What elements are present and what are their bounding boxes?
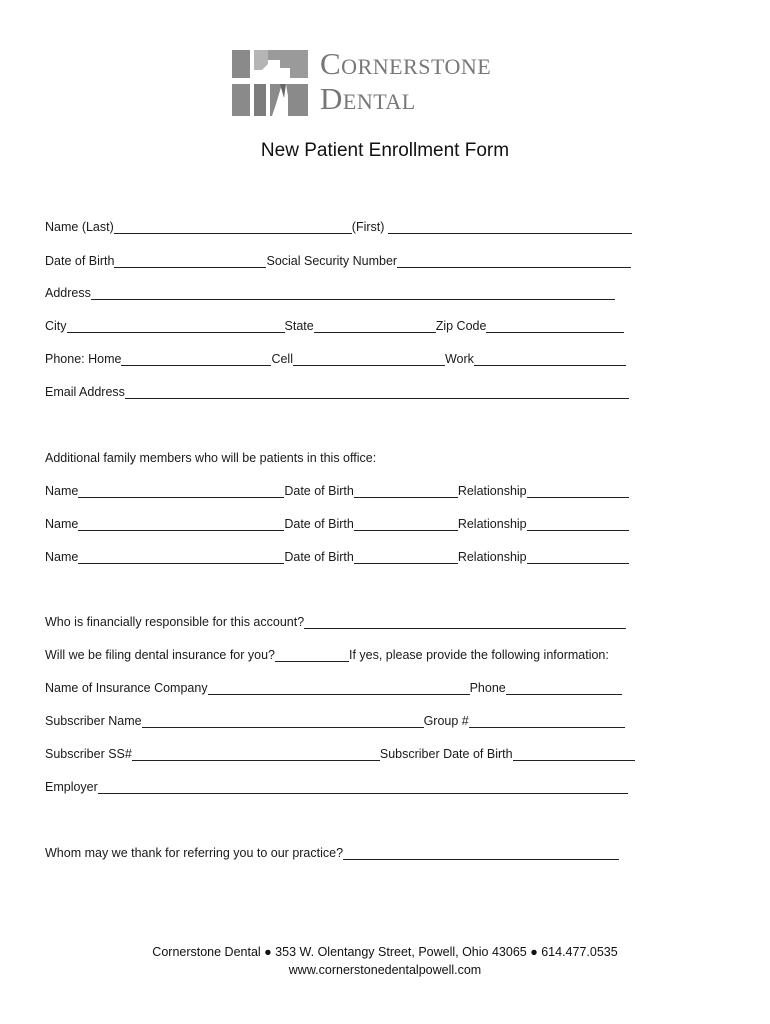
family-name-field[interactable]: [78, 563, 284, 564]
city-label: City: [45, 318, 67, 333]
referral-row: [45, 844, 619, 862]
family-row: [45, 482, 629, 500]
insurance-company-label: Name of Insurance Company: [45, 680, 208, 695]
name-last-field[interactable]: [114, 233, 352, 234]
city-field[interactable]: [67, 332, 285, 333]
subscriber-dob-field[interactable]: [513, 760, 635, 761]
state-field[interactable]: [314, 332, 436, 333]
city-state-zip-row: [45, 317, 624, 335]
cell-field[interactable]: [293, 365, 445, 366]
family-name-field[interactable]: [78, 530, 284, 531]
family-name-label: Name: [45, 549, 79, 564]
form-title: New Patient Enrollment Form: [260, 140, 510, 161]
family-relationship-label: Relationship: [457, 549, 527, 564]
footer-address: Cornerstone Dental ● 353 W. Olentangy Street, Powell, Ohio 43065 ● 614.477.0535: [152, 945, 618, 959]
email-row: [45, 383, 629, 401]
responsible-row: [45, 613, 626, 631]
employer-label: Employer: [45, 779, 98, 794]
family-row: [45, 548, 629, 566]
zip-label: Zip Code: [435, 318, 487, 333]
state-label: State: [284, 318, 314, 333]
employer-row: [45, 778, 628, 796]
footer: [0, 943, 770, 979]
group-field[interactable]: [469, 727, 625, 728]
family-dob-label: Date of Birth: [284, 549, 354, 564]
address-field[interactable]: [91, 299, 615, 300]
family-dob-label: Date of Birth: [284, 483, 354, 498]
insurance-company-field[interactable]: [208, 694, 470, 695]
responsible-label: Who is financially responsible for this account?: [45, 614, 305, 629]
footer-website[interactable]: www.cornerstonedentalpowell.com: [288, 963, 482, 977]
filing-field[interactable]: [275, 661, 349, 662]
logo-line-1: Cornerstone: [320, 46, 492, 81]
insurance-phone-label: Phone: [469, 680, 506, 695]
cell-label: Cell: [271, 351, 293, 366]
family-relationship-field[interactable]: [527, 563, 629, 564]
family-relationship-field[interactable]: [527, 530, 629, 531]
referral-field[interactable]: [343, 859, 619, 860]
phone-home-label: Phone: Home: [45, 351, 122, 366]
family-relationship-label: Relationship: [457, 516, 527, 531]
dob-label: Date of Birth: [45, 253, 115, 268]
family-dob-field[interactable]: [354, 563, 458, 564]
family-relationship-field[interactable]: [527, 497, 629, 498]
name-row: [45, 218, 632, 236]
if-yes-label: If yes, please provide the following information:: [348, 647, 609, 662]
email-label: Email Address: [45, 384, 125, 399]
logo: [232, 46, 542, 122]
referral-label: Whom may we thank for referring you to our practice?: [45, 845, 344, 860]
subscriber-ss-field[interactable]: [132, 760, 380, 761]
work-field[interactable]: [474, 365, 626, 366]
phone-row: [45, 350, 626, 368]
family-name-label: Name: [45, 483, 79, 498]
name-first-field[interactable]: [388, 233, 632, 234]
name-first-label: (First): [351, 219, 385, 234]
employer-field[interactable]: [98, 793, 628, 794]
email-field[interactable]: [125, 398, 629, 399]
phone-home-field[interactable]: [121, 365, 271, 366]
logo-wordmark: [320, 48, 491, 114]
ssn-field[interactable]: [397, 267, 631, 268]
family-name-field[interactable]: [78, 497, 284, 498]
subscriber-ss-row: [45, 745, 635, 763]
subscriber-name-row: [45, 712, 625, 730]
dob-field[interactable]: [114, 267, 266, 268]
dob-ssn-row: [45, 252, 631, 270]
tooth-logo-icon: [232, 46, 308, 120]
address-label: Address: [45, 285, 91, 300]
family-heading: Additional family members who will be patients in this office:: [45, 451, 377, 465]
subscriber-name-field[interactable]: [142, 727, 424, 728]
address-row: [45, 284, 615, 302]
subscriber-ss-label: Subscriber SS#: [45, 746, 132, 761]
family-relationship-label: Relationship: [457, 483, 527, 498]
family-name-label: Name: [45, 516, 79, 531]
insurance-phone-field[interactable]: [506, 694, 622, 695]
family-row: [45, 515, 629, 533]
name-last-label: Name (Last): [45, 219, 114, 234]
family-dob-label: Date of Birth: [284, 516, 354, 531]
responsible-field[interactable]: [304, 628, 626, 629]
work-label: Work: [444, 351, 474, 366]
subscriber-name-label: Subscriber Name: [45, 713, 142, 728]
subscriber-dob-label: Subscriber Date of Birth: [379, 746, 513, 761]
insurance-filing-row: [45, 646, 609, 664]
group-label: Group #: [423, 713, 469, 728]
logo-line-2: Dental: [320, 81, 416, 116]
insurance-company-row: [45, 679, 622, 697]
family-dob-field[interactable]: [354, 530, 458, 531]
ssn-label: Social Security Number: [266, 253, 398, 268]
zip-field[interactable]: [486, 332, 624, 333]
family-dob-field[interactable]: [354, 497, 458, 498]
filing-label: Will we be filing dental insurance for you?: [45, 647, 275, 662]
